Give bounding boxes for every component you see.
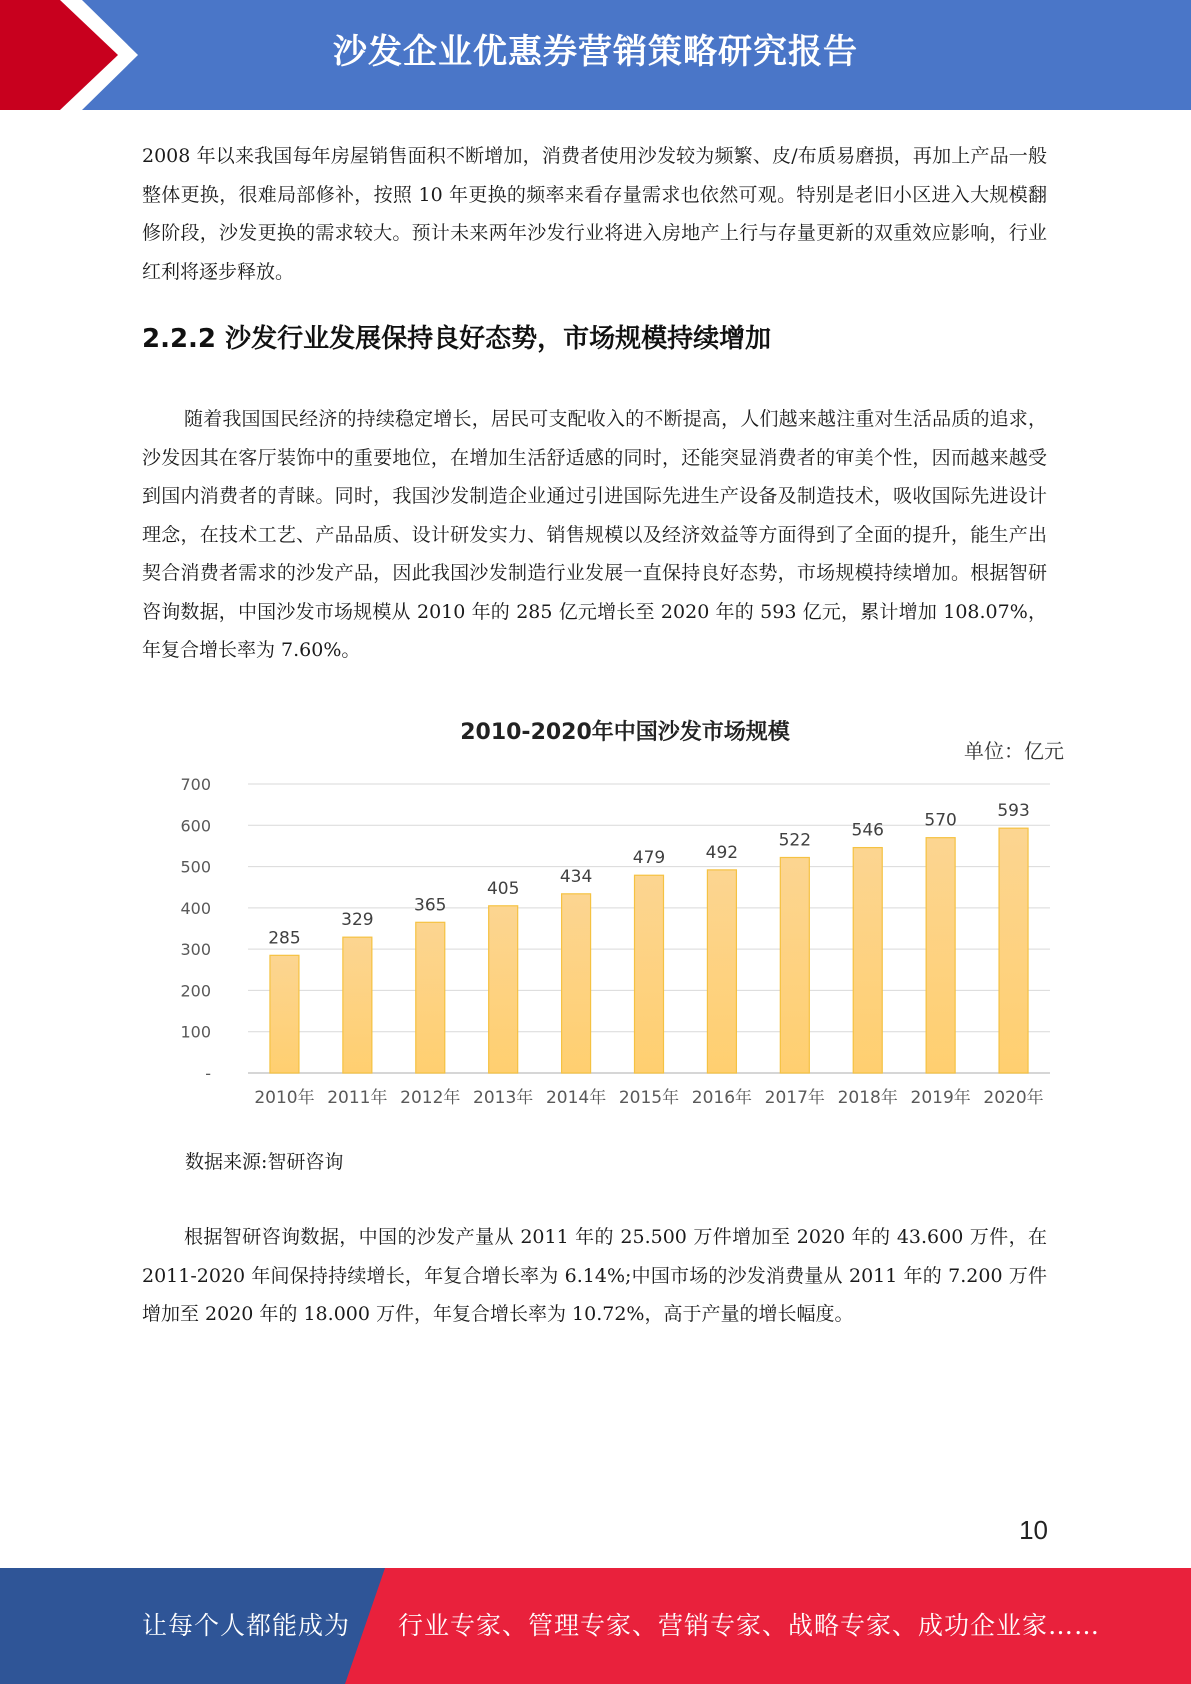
x-tick-label: 2018年	[837, 1088, 898, 1108]
chart-title: 2010-2020年中国沙发市场规模	[460, 720, 790, 745]
x-tick-label: 2017年	[764, 1088, 825, 1108]
section-heading: 2.2.2 沙发行业发展保持良好态势，市场规模持续增加	[142, 324, 772, 354]
x-tick-label: 2016年	[691, 1088, 753, 1108]
bar	[853, 848, 882, 1073]
bar	[562, 894, 591, 1073]
paragraph-1: 2008 年以来我国每年房屋销售面积不断增加，消费者使用沙发较为频繁、皮/布质易磨损，再加上产品一般整体更换，很难局部修补，按照 10 年更换的频率来看存量需求也依然可观。特别是老旧小区进入大规模翻修阶段，沙发更换的需求较大。预计未来两年沙发行业将进入房地产上行与存量更新的双重效应影响，行业红利将逐步释放。	[142, 145, 1047, 283]
bar	[635, 875, 664, 1073]
x-tick-label: 2011年	[327, 1088, 388, 1108]
paragraph-3: 根据智研咨询数据，中国的沙发产量从 2011 年的 25.500 万件增加至 2020 年的 43.600 万件，在 2011-2020 年间保持持续增长，年复合增长率为 6.14%;中国市场的沙发消费量从 2011 年的 7.200 万件增加至 2020 年的 18.000 万件，年复合增长率为 10.72%，高于产量的增长幅度。	[142, 1226, 1047, 1325]
bar-value-label: 546	[851, 820, 884, 841]
bar-value-label: 593	[997, 801, 1030, 822]
bar-value-label: 365	[414, 895, 447, 916]
y-tick-label: 100	[180, 1022, 211, 1042]
y-tick-label: -	[205, 1064, 211, 1083]
footer-slogan-right: 行业专家、管理专家、营销专家、战略专家、成功企业家……	[398, 1611, 1101, 1640]
bar-value-label: 479	[632, 848, 666, 869]
y-tick-label: 700	[180, 775, 211, 794]
y-tick-label: 600	[180, 816, 211, 836]
bar	[780, 857, 809, 1073]
x-tick-label: 2013年	[473, 1088, 534, 1108]
bar	[926, 838, 955, 1073]
chart-x-axis	[254, 1087, 1043, 1108]
x-tick-label: 2014年	[545, 1088, 607, 1108]
bar	[707, 870, 736, 1073]
bar	[270, 955, 299, 1073]
bar-value-label: 329	[341, 910, 374, 931]
x-tick-label: 2019年	[910, 1088, 971, 1108]
x-tick-label: 2012年	[400, 1088, 461, 1108]
chart-unit-label: 单位：亿元	[964, 739, 1064, 763]
market-size-chart	[175, 715, 1075, 1115]
report-title: 沙发企业优惠券营销策略研究报告	[333, 32, 858, 72]
bar-value-label: 405	[486, 878, 520, 899]
x-tick-label: 2010年	[254, 1088, 315, 1108]
bar-value-label: 285	[268, 928, 301, 949]
page-footer	[0, 1568, 1191, 1684]
y-tick-label: 400	[180, 898, 211, 918]
y-tick-label: 300	[180, 940, 211, 960]
bar	[999, 828, 1028, 1073]
x-tick-label: 2015年	[618, 1088, 680, 1108]
bar	[489, 906, 518, 1073]
bar-value-label: 570	[924, 810, 957, 831]
paragraph-2: 随着我国国民经济的持续稳定增长，居民可支配收入的不断提高，人们越来越注重对生活品质的追求，沙发因其在客厅装饰中的重要地位，在增加生活舒适感的同时，还能突显消费者的审美个性，因而越来越受到国内消费者的青睐。同时，我国沙发制造企业通过引进国际先进生产设备及制造技术，吸收国际先进设计理念，在技术工艺、产品品质、设计研发实力、销售规模以及经济效益等方面得到了全面的提升，能生产出契合消费者需求的沙发产品，因此我国沙发制造行业发展一直保持良好态势，市场规模持续增加。根据智研咨询数据，中国沙发市场规模从 2010 年的 285 亿元增长至 2020 年的 593 亿元，累计增加 108.07%，年复合增长率为 7.60%。	[142, 408, 1047, 661]
footer-slogan-left: 让每个人都能成为	[142, 1611, 351, 1640]
bar-value-label: 522	[778, 830, 812, 851]
data-source: 数据来源:智研咨询	[185, 1151, 344, 1173]
chart-y-axis	[180, 775, 211, 1083]
y-tick-label: 500	[180, 857, 211, 877]
page-header	[0, 0, 1191, 110]
x-tick-label: 2020年	[983, 1088, 1044, 1108]
page-number: 10	[1019, 1515, 1048, 1545]
bar	[416, 922, 445, 1073]
bar-value-label: 492	[705, 842, 739, 863]
bar-value-label: 434	[559, 866, 593, 887]
y-tick-label: 200	[180, 981, 211, 1001]
bar	[343, 937, 372, 1073]
